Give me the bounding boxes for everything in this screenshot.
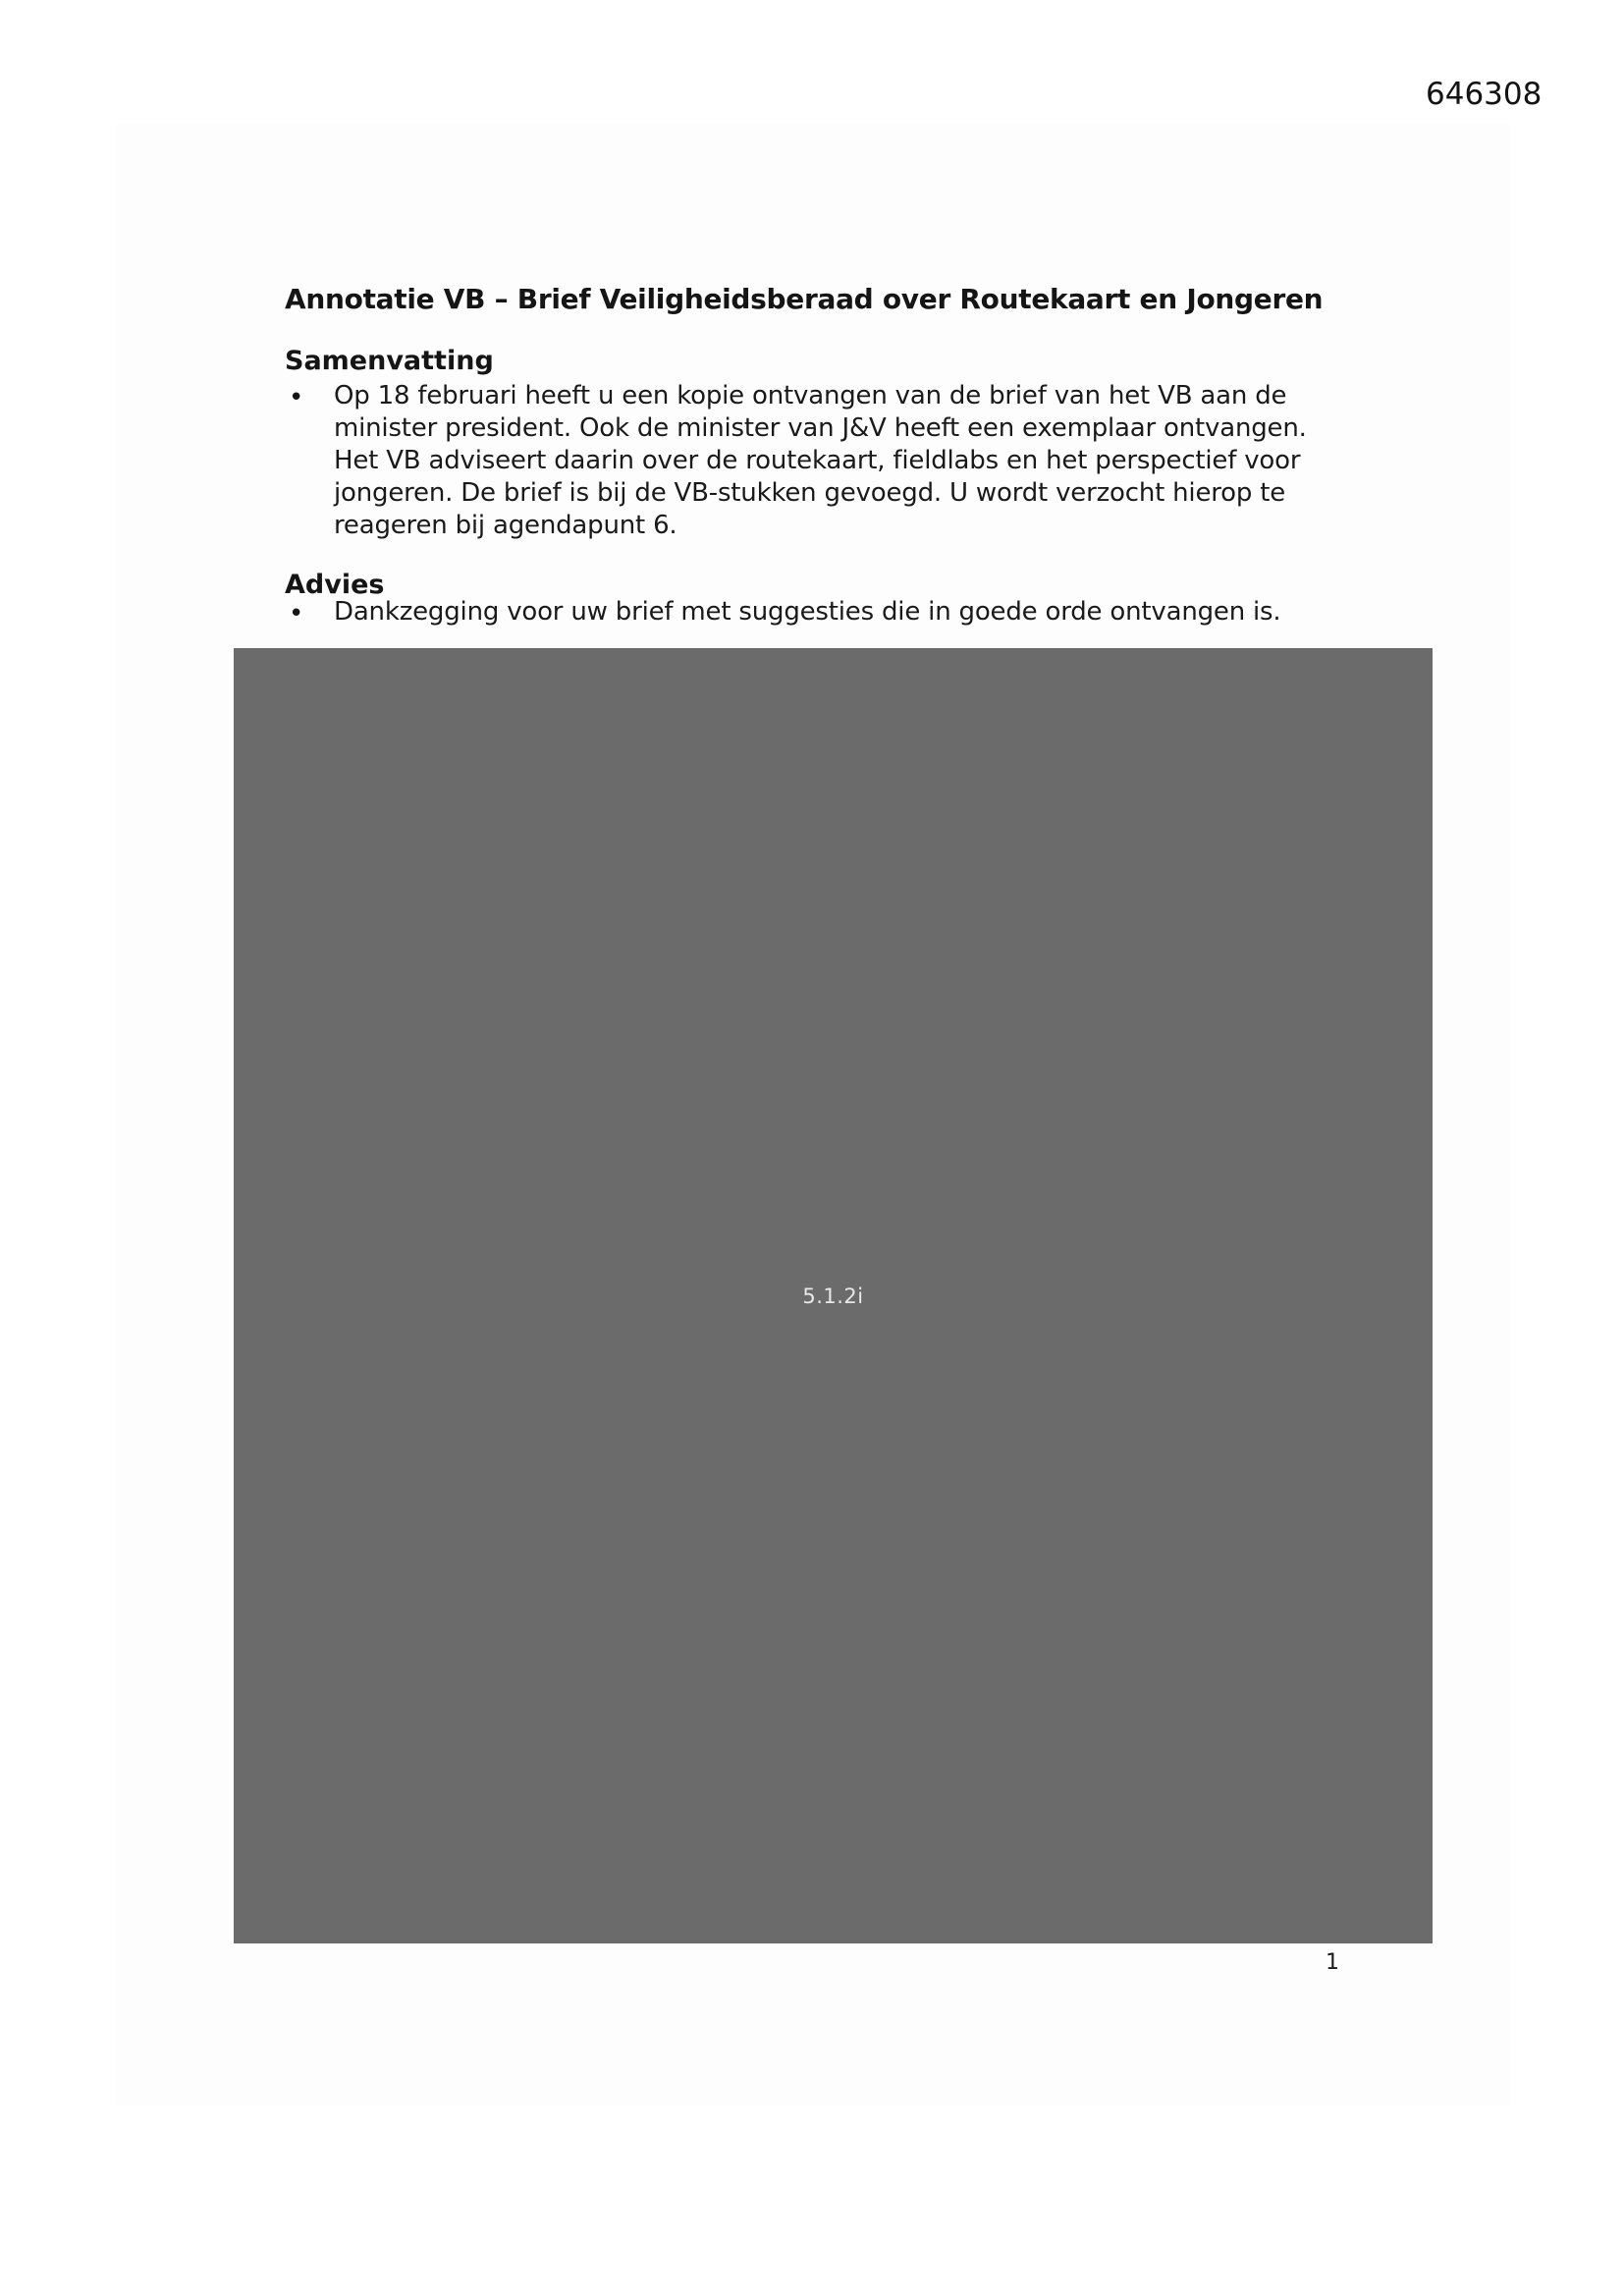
samenvatting-line: minister president. Ook de minister van J&V heeft een exemplaar ontvangen.	[334, 413, 1307, 443]
document-id-number: 646308	[1426, 77, 1543, 112]
redaction-ground-code: 5.1.2i	[802, 1284, 864, 1308]
samenvatting-line: Op 18 februari heeft u een kopie ontvangen van de brief van het VB aan de	[334, 381, 1287, 410]
advies-bullet-text: Dankzegging voor uw brief met suggesties die in goede orde ontvangen is.	[334, 597, 1281, 627]
bullet-marker: •	[289, 383, 304, 412]
advies-heading: Advies	[285, 570, 385, 600]
samenvatting-line: Het VB adviseert daarin over de routekaart, fieldlabs en het perspectief voor	[334, 446, 1301, 475]
document-title: Annotatie VB – Brief Veiligheidsberaad over Routekaart en Jongeren	[285, 283, 1324, 315]
samenvatting-line: reageren bij agendapunt 6.	[334, 511, 677, 540]
samenvatting-line: jongeren. De brief is bij de VB-stukken gevoegd. U wordt verzocht hierop te	[334, 478, 1286, 508]
page-number: 1	[1326, 1950, 1339, 1975]
samenvatting-heading: Samenvatting	[285, 346, 494, 376]
redacted-content-block	[234, 648, 1433, 1943]
samenvatting-bullet-text	[334, 380, 1307, 542]
bullet-marker: •	[289, 599, 304, 629]
